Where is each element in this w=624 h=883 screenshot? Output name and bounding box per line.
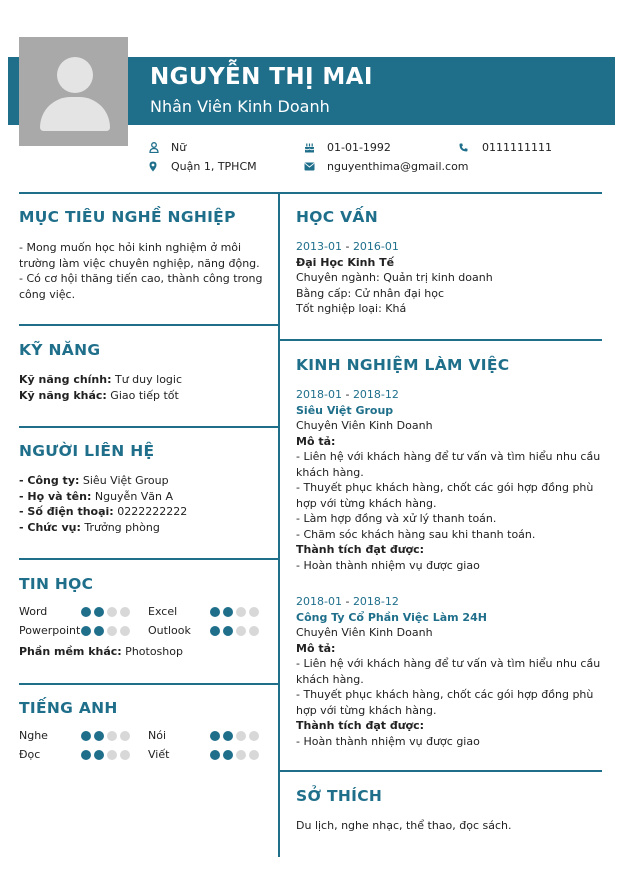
rating-dot-filled [210, 607, 220, 617]
job-title: Nhân Viên Kinh Doanh [150, 97, 330, 116]
job-desc-line: - Liên hệ với khách hàng để tư vấn và tìm hiểu nhu cầu [296, 450, 601, 463]
rating-dot-empty [236, 731, 246, 741]
phone-icon [459, 143, 468, 152]
rating-dot-filled [94, 607, 104, 617]
it-skill-name: Outlook [148, 624, 191, 637]
job-desc-line: - Chăm sóc khách hàng sau khi thanh toán. [296, 527, 536, 541]
rating-dot-empty [107, 626, 117, 636]
english-title: TIẾNG ANH [19, 699, 118, 717]
rating-dot-empty [120, 607, 130, 617]
rating-dot-filled [223, 607, 233, 617]
job-desc-line: hợp với từng khách hàng. [296, 496, 437, 510]
rating-dot-empty [249, 626, 259, 636]
english-skill-rating [81, 731, 130, 741]
divider-top [19, 192, 602, 194]
english-skill-rating [81, 750, 130, 760]
skills-title: KỸ NĂNG [19, 341, 101, 359]
divider-left-1 [19, 324, 278, 326]
it-skill-name: Excel [148, 605, 178, 618]
contact-value: Trưởng phòng [80, 520, 160, 534]
it-other-value: Photoshop [121, 645, 183, 658]
candidate-name: NGUYỄN THỊ MAI [150, 64, 373, 90]
rating-dot-filled [223, 750, 233, 760]
objective-body [19, 240, 274, 302]
skill-other [19, 388, 274, 404]
job-desc-line: hợp với từng khách hàng. [296, 703, 437, 717]
rating-dot-empty [236, 750, 246, 760]
rating-dot-filled [81, 607, 91, 617]
contact-item [19, 473, 274, 489]
contact-body [19, 473, 274, 535]
rating-dot-filled [210, 626, 220, 636]
job-achieve-label: Thành tích đạt được: [296, 719, 425, 732]
objective-line: công việc. [19, 287, 76, 301]
skill-other-value: Giao tiếp tốt [106, 388, 179, 402]
education-body [296, 239, 596, 317]
job-desc-line: khách hàng. [296, 672, 364, 686]
contact-title: NGƯỜI LIÊN HỆ [19, 442, 155, 460]
rating-dot-empty [236, 607, 246, 617]
objective-line: - Mong muốn học hỏi kinh nghiệm ở môi [19, 241, 242, 254]
job-desc-line: - Làm hợp đồng và xử lý thanh toán. [296, 512, 497, 525]
rating-dot-filled [210, 731, 220, 741]
it-title: TIN HỌC [19, 575, 94, 593]
hobbies-text: Du lịch, nghe nhạc, thể thao, đọc sách. [296, 819, 512, 832]
info-email [304, 160, 469, 173]
english-skill-rating [210, 731, 259, 741]
objective-title: MỤC TIÊU NGHỀ NGHIỆP [19, 208, 236, 226]
education-title: HỌC VẤN [296, 208, 378, 226]
experience-job-1 [296, 387, 601, 573]
divider-right-2 [280, 770, 602, 772]
job-desc-line: - Thuyết phục khách hàng, chốt các gói hợp đồng phù [296, 688, 594, 701]
job-desc-line: - Thuyết phục khách hàng, chốt các gói hợp đồng phù [296, 481, 594, 494]
cake-icon [304, 142, 315, 153]
skill-other-label: Kỹ năng khác: [19, 388, 107, 402]
rating-dot-empty [120, 626, 130, 636]
contact-label: - Công ty: [19, 474, 80, 487]
rating-dot-empty [107, 731, 117, 741]
english-skill-name: Nghe [19, 729, 48, 742]
phone-value: 0111111111 [482, 141, 552, 154]
rating-dot-empty [249, 731, 259, 741]
it-other-label: Phần mềm khác: [19, 645, 122, 658]
date-to: 2018-12 [352, 595, 399, 608]
english-skill-rating [210, 750, 259, 760]
job-date [296, 594, 601, 610]
job-achieve-line: - Hoàn thành nhiệm vụ được giao [296, 558, 480, 572]
experience-job-2 [296, 594, 601, 749]
rating-dot-filled [94, 626, 104, 636]
contact-label: - Họ và tên: [19, 489, 92, 503]
divider-left-2 [19, 426, 278, 428]
english-skill-name: Đọc [19, 748, 41, 761]
skill-main [19, 372, 274, 388]
avatar [19, 37, 128, 146]
date-from: 2013-01 [296, 240, 342, 253]
job-date [296, 387, 601, 403]
contact-item [19, 504, 274, 520]
job-position: Chuyên Viên Kinh Doanh [296, 419, 433, 432]
it-skill-rating [210, 607, 259, 617]
info-phone [459, 141, 552, 154]
job-desc-line: khách hàng. [296, 465, 364, 479]
education-major: Chuyên ngành: Quản trị kinh doanh [296, 271, 493, 284]
info-birthday [304, 141, 391, 154]
info-address [149, 160, 257, 173]
rating-dot-empty [120, 750, 130, 760]
experience-title: KINH NGHIỆM LÀM VIỆC [296, 356, 510, 374]
job-desc-label: Mô tả: [296, 434, 336, 448]
divider-left-3 [19, 558, 278, 560]
rating-dot-filled [223, 731, 233, 741]
job-desc-line: - Liên hệ với khách hàng để tư vấn và tìm hiểu nhu cầu [296, 657, 601, 670]
contact-item [19, 489, 274, 505]
job-achieve-line: - Hoàn thành nhiệm vụ được giao [296, 734, 480, 748]
contact-item [19, 520, 274, 536]
rating-dot-empty [107, 750, 117, 760]
date-from: 2018-01 [296, 388, 342, 401]
skills-body [19, 372, 274, 403]
objective-line: trường làm việc chuyên nghiệp, năng động. [19, 256, 260, 270]
it-other [19, 644, 183, 660]
contact-value: Nguyễn Văn A [91, 489, 174, 503]
address-value: Quận 1, TPHCM [171, 160, 257, 173]
contact-label: - Số điện thoại: [19, 505, 114, 518]
person-icon [149, 142, 159, 153]
rating-dot-empty [249, 750, 259, 760]
school-name: Đại Học Kinh Tế [296, 255, 395, 269]
contact-label: - Chức vụ: [19, 520, 81, 534]
job-company: Công Ty Cổ Phần Việc Làm 24H [296, 610, 487, 624]
map-pin-icon [149, 161, 157, 172]
job-position: Chuyên Viên Kinh Doanh [296, 626, 433, 639]
rating-dot-empty [107, 607, 117, 617]
education-date [296, 239, 596, 255]
contact-value: 0222222222 [113, 505, 188, 518]
it-skill-rating [81, 626, 130, 636]
rating-dot-filled [223, 626, 233, 636]
avatar-body-icon [40, 97, 110, 131]
birthday-value: 01-01-1992 [327, 141, 391, 154]
date-sep: - [341, 388, 353, 401]
english-skill-name: Nói [148, 729, 167, 742]
info-gender [149, 141, 186, 154]
hobbies-title: SỞ THÍCH [296, 787, 383, 805]
it-skill-rating [81, 607, 130, 617]
rating-dot-empty [120, 731, 130, 741]
date-sep: - [341, 240, 353, 253]
it-skill-rating [210, 626, 259, 636]
date-sep: - [341, 595, 353, 608]
divider-right-1 [280, 339, 602, 341]
job-achieve-label: Thành tích đạt được: [296, 543, 425, 556]
date-to: 2016-01 [352, 240, 399, 253]
rating-dot-filled [81, 750, 91, 760]
avatar-head-icon [57, 57, 93, 93]
job-company: Siêu Việt Group [296, 403, 394, 417]
rating-dot-filled [81, 626, 91, 636]
rating-dot-filled [94, 750, 104, 760]
rating-dot-filled [81, 731, 91, 741]
divider-left-4 [19, 683, 278, 685]
education-grade: Tốt nghiệp loại: Khá [296, 302, 407, 315]
it-skill-name: Word [19, 605, 48, 618]
contact-value: Siêu Việt Group [79, 474, 169, 487]
date-from: 2018-01 [296, 595, 342, 608]
objective-line: - Có cơ hội thăng tiến cao, thành công trong [19, 272, 263, 285]
envelope-icon [304, 162, 315, 171]
education-degree: Bằng cấp: Cử nhân đại học [296, 286, 445, 300]
email-value: nguyenthima@gmail.com [327, 160, 469, 173]
skill-main-value: Tư duy logic [111, 373, 183, 386]
it-skill-name: Powerpoint [19, 624, 81, 637]
gender-value: Nữ [171, 141, 187, 154]
skill-main-label: Kỹ năng chính: [19, 373, 112, 386]
job-desc-label: Mô tả: [296, 641, 336, 655]
english-skill-name: Viết [148, 748, 170, 761]
rating-dot-empty [249, 607, 259, 617]
rating-dot-filled [94, 731, 104, 741]
divider-vertical [278, 192, 280, 857]
rating-dot-filled [210, 750, 220, 760]
rating-dot-empty [236, 626, 246, 636]
date-to: 2018-12 [352, 388, 399, 401]
